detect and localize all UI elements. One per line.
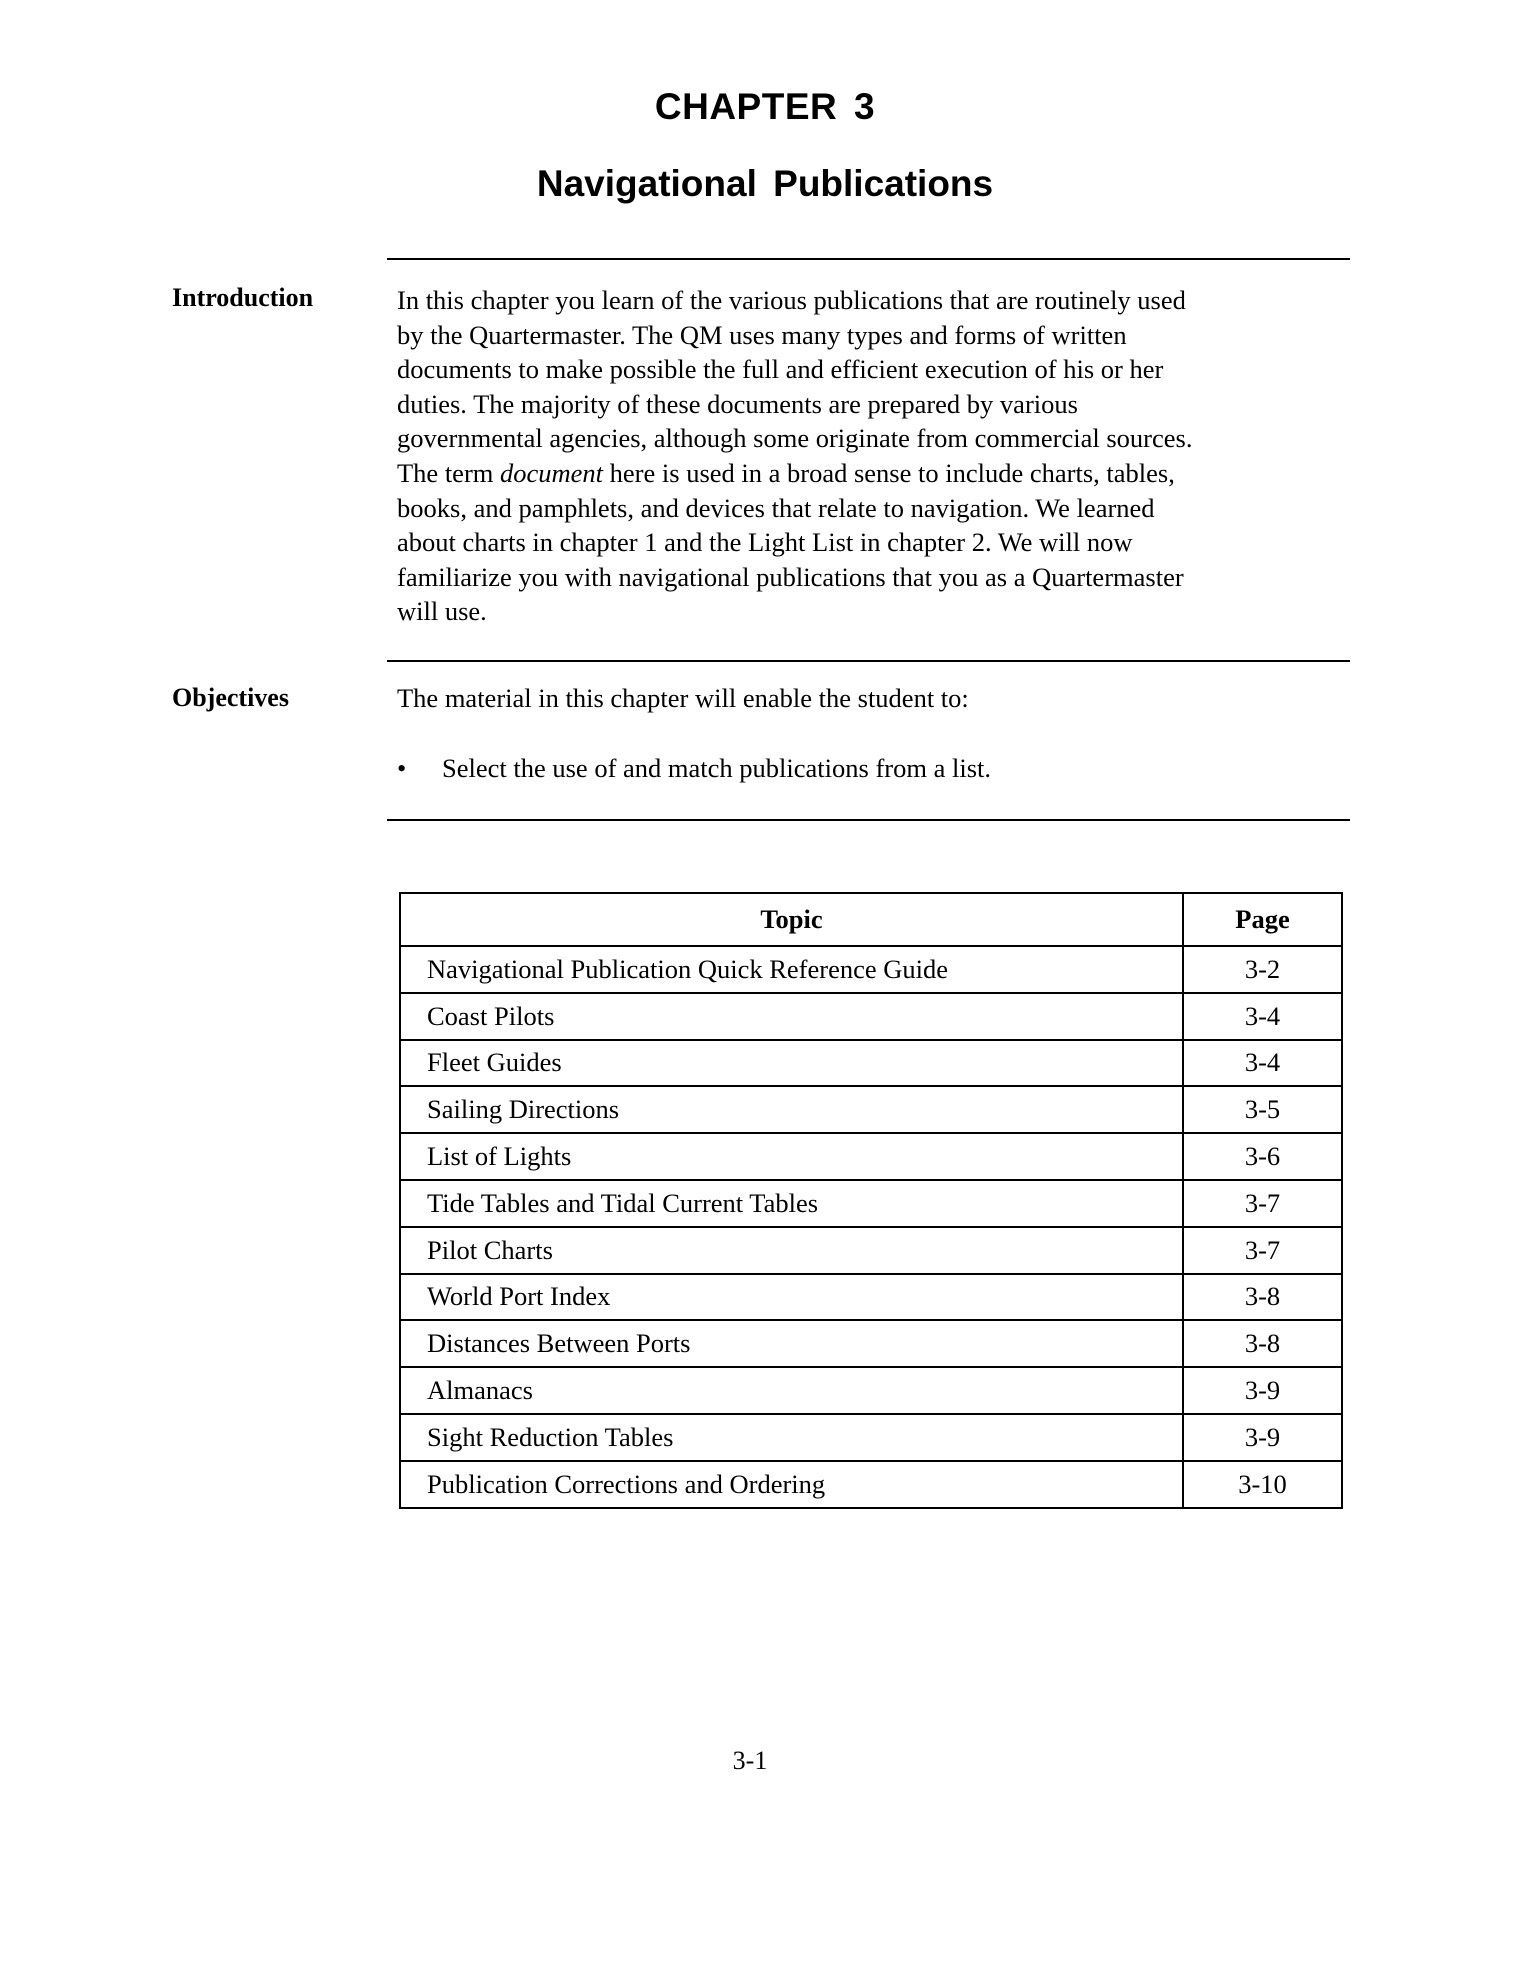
intro-line: governmental agencies, although some originate from commercial sources. bbox=[397, 423, 1193, 454]
intro-line-before: The term bbox=[397, 457, 501, 488]
page-cell: 3-8 bbox=[1244, 1328, 1281, 1359]
table-header-row bbox=[401, 894, 1341, 945]
table-row bbox=[401, 1413, 1341, 1460]
objectives-label: Objectives bbox=[172, 683, 289, 712]
topic-cell: Sight Reduction Tables bbox=[401, 1415, 1184, 1460]
objectives-intro: The material in this chapter will enable the student to: bbox=[397, 683, 969, 713]
header-topic: Topic bbox=[401, 894, 1184, 945]
page-cell: 3-8 bbox=[1244, 1281, 1281, 1312]
table-row bbox=[401, 1085, 1341, 1132]
topic-cell: Pilot Charts bbox=[401, 1228, 1184, 1273]
intro-line: duties. The majority of these documents are prepared by various bbox=[397, 388, 1078, 419]
page-cell: 3-9 bbox=[1244, 1375, 1281, 1406]
table-row bbox=[401, 1460, 1341, 1507]
topic-cell: Sailing Directions bbox=[401, 1087, 1184, 1132]
intro-line: about charts in chapter 1 and the Light List in chapter 2. We will now bbox=[397, 527, 1133, 558]
bullet-icon: • bbox=[397, 753, 407, 783]
page-number: 3-1 bbox=[732, 1746, 768, 1775]
intro-line-after: here is used in a broad sense to include charts, tables, bbox=[603, 457, 1175, 488]
header-page: Page bbox=[1235, 904, 1290, 934]
page-cell: 3-10 bbox=[1238, 1468, 1287, 1499]
page-cell: 3-7 bbox=[1244, 1234, 1281, 1265]
table-row bbox=[401, 992, 1341, 1039]
intro-line: In this chapter you learn of the various publications that are routinely used bbox=[397, 285, 1186, 315]
intro-line: documents to make possible the full and efficient execution of his or her bbox=[397, 354, 1164, 385]
table-row bbox=[401, 945, 1341, 992]
objective-text: Select the use of and match publications from a list. bbox=[442, 753, 991, 783]
page-cell: 3-9 bbox=[1244, 1421, 1281, 1452]
divider-bottom bbox=[387, 819, 1350, 821]
page-cell: 3-4 bbox=[1244, 1047, 1281, 1078]
introduction-paragraph bbox=[397, 283, 1337, 629]
table-row bbox=[401, 1319, 1341, 1366]
topic-cell: Coast Pilots bbox=[401, 994, 1184, 1039]
table-row bbox=[401, 1273, 1341, 1320]
divider-top bbox=[387, 258, 1350, 260]
objective-item bbox=[397, 753, 991, 784]
page-cell: 3-4 bbox=[1244, 1000, 1281, 1031]
table-row bbox=[401, 1179, 1341, 1226]
page-cell: 3-5 bbox=[1244, 1094, 1281, 1125]
topic-cell: Navigational Publication Quick Reference Guide bbox=[401, 947, 1184, 992]
intro-line-with-emphasis bbox=[397, 456, 1337, 491]
emphasis-document: document bbox=[500, 457, 604, 488]
topic-cell: Publication Corrections and Ordering bbox=[401, 1462, 1184, 1507]
topic-cell: Fleet Guides bbox=[401, 1041, 1184, 1086]
topic-cell: Tide Tables and Tidal Current Tables bbox=[401, 1181, 1184, 1226]
divider-middle bbox=[387, 660, 1350, 662]
intro-line: familiarize you with navigational publications that you as a Quartermaster bbox=[397, 561, 1184, 592]
intro-line: will use. bbox=[397, 596, 487, 627]
page-cell: 3-2 bbox=[1244, 953, 1281, 984]
intro-line: by the Quartermaster. The QM uses many types and forms of written bbox=[397, 319, 1127, 350]
table-row bbox=[401, 1366, 1341, 1413]
topics-table bbox=[399, 892, 1343, 1509]
table-row bbox=[401, 1039, 1341, 1086]
topic-cell: Distances Between Ports bbox=[401, 1321, 1184, 1366]
page-cell: 3-7 bbox=[1244, 1187, 1281, 1218]
topic-cell: Almanacs bbox=[401, 1368, 1184, 1413]
introduction-label: Introduction bbox=[172, 283, 314, 312]
chapter-number: CHAPTER 3 bbox=[654, 86, 876, 127]
chapter-title: Navigational Publications bbox=[536, 163, 994, 204]
table-row bbox=[401, 1226, 1341, 1273]
intro-line: books, and pamphlets, and devices that relate to navigation. We learned bbox=[397, 492, 1155, 523]
page-cell: 3-6 bbox=[1244, 1141, 1281, 1172]
topic-cell: List of Lights bbox=[401, 1134, 1184, 1179]
table-row bbox=[401, 1132, 1341, 1179]
topic-cell: World Port Index bbox=[401, 1275, 1184, 1320]
